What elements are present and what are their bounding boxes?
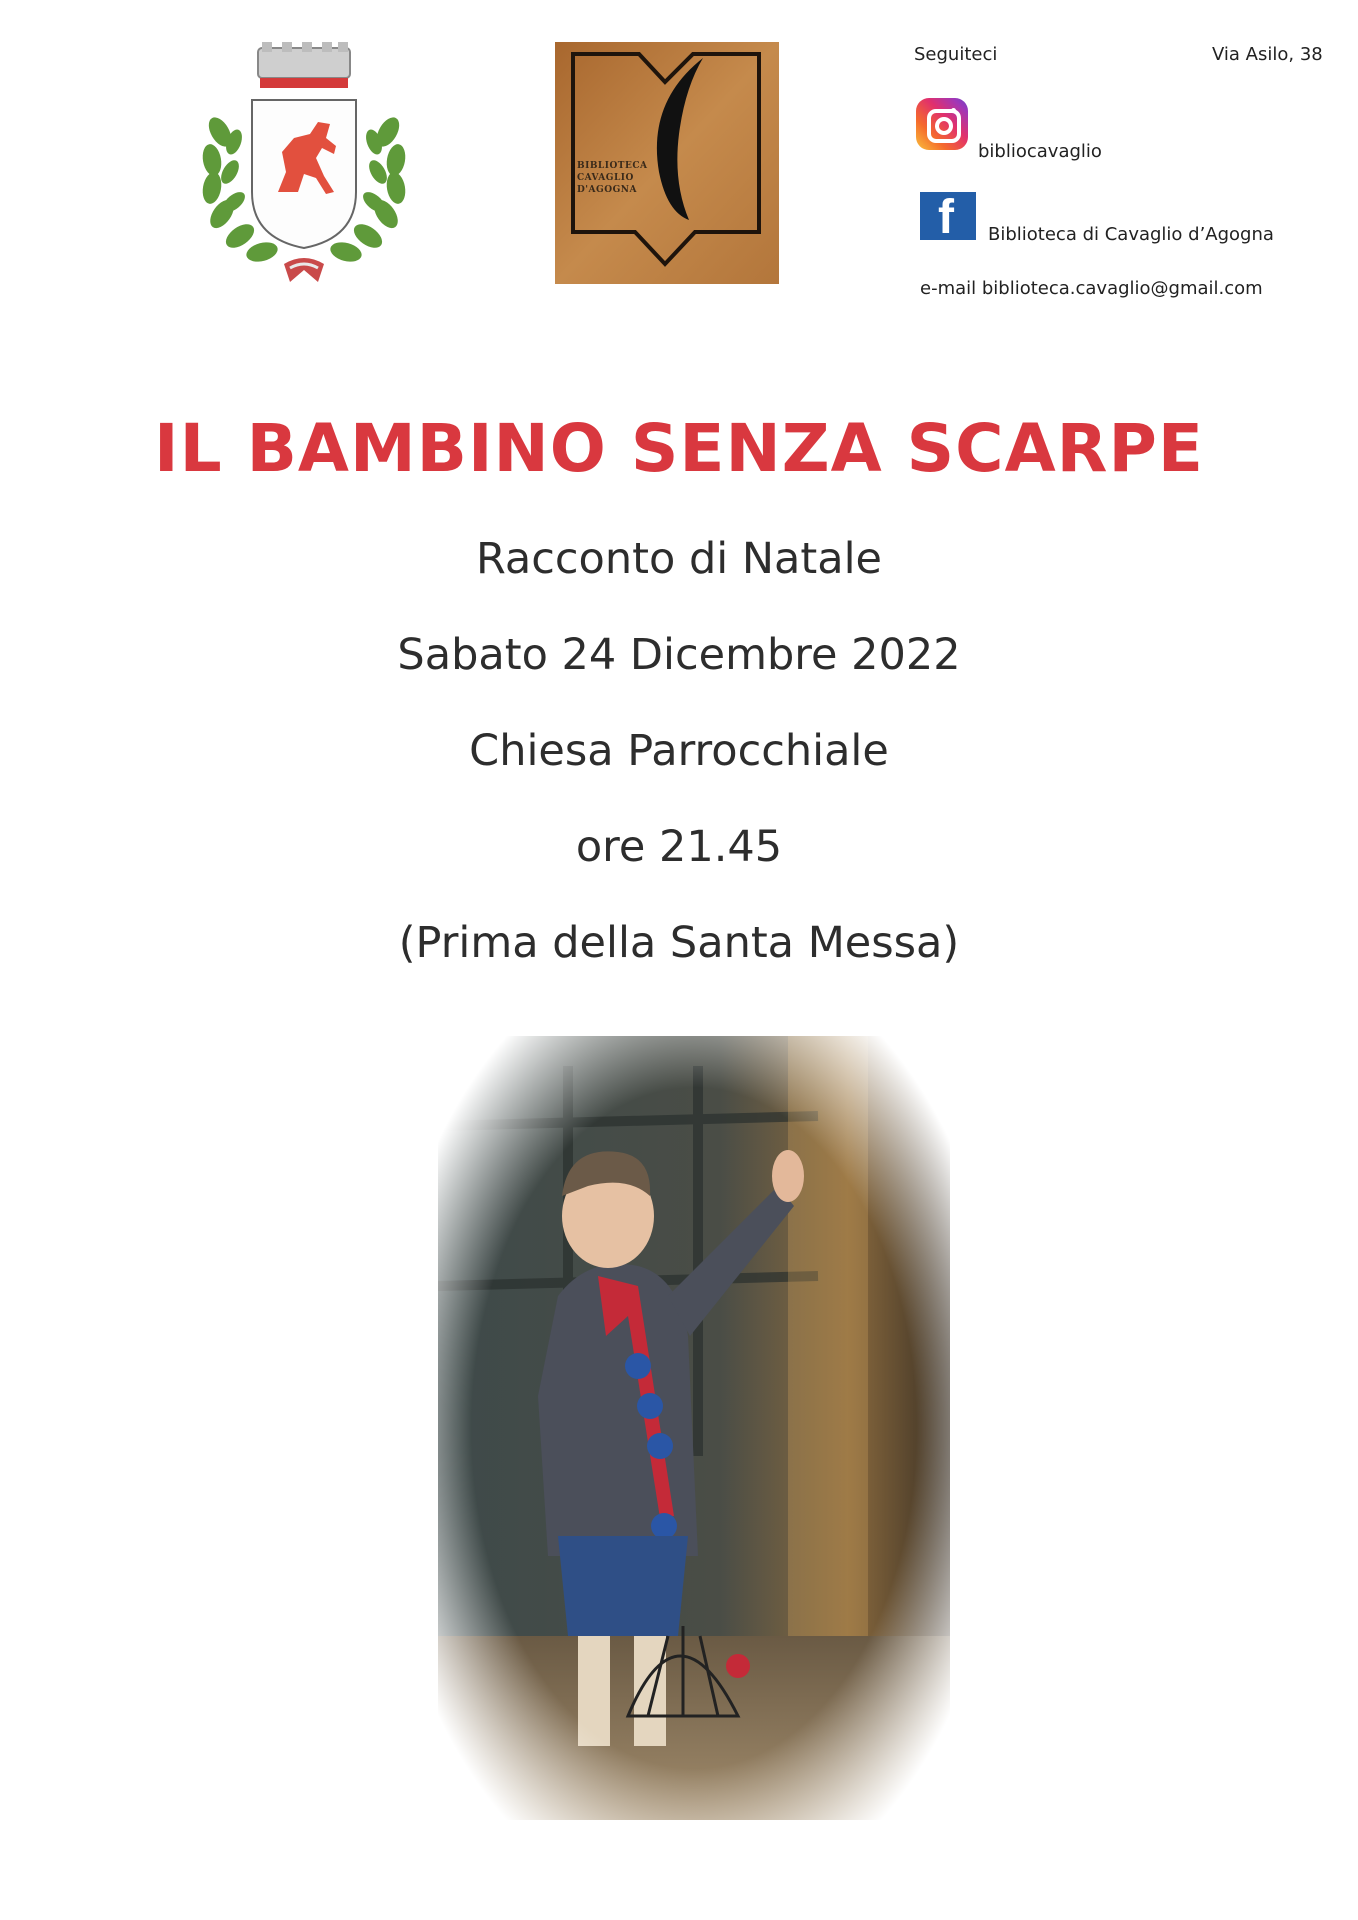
library-logo-line: D'AGOGNA [577, 185, 637, 195]
instagram-icon[interactable] [916, 98, 968, 150]
event-note: (Prima della Santa Messa) [398, 918, 960, 968]
event-photo [438, 1036, 950, 1820]
library-logo-text [577, 160, 667, 196]
coat-of-arms-icon [198, 42, 410, 288]
event-title: IL BAMBINO SENZA SCARPE [154, 410, 1204, 487]
event-date: Sabato 24 Dicembre 2022 [397, 630, 961, 680]
event-time: ore 21.45 [575, 822, 783, 872]
library-logo-line: CAVAGLIO [577, 173, 634, 183]
address-text: Via Asilo, 38 [1212, 44, 1323, 65]
facebook-icon[interactable]: f [920, 192, 976, 240]
facebook-page-name[interactable]: Biblioteca di Cavaglio d’Agogna [988, 224, 1274, 245]
event-place: Chiesa Parrocchiale [469, 726, 889, 776]
library-logo-icon [555, 42, 779, 284]
event-subtitle: Racconto di Natale [475, 534, 882, 584]
library-logo-line: BIBLIOTECA [577, 161, 648, 171]
follow-label: Seguiteci [914, 44, 998, 65]
instagram-handle[interactable]: bibliocavaglio [978, 141, 1102, 162]
email-line[interactable]: e-mail biblioteca.cavaglio@gmail.com [920, 278, 1263, 299]
